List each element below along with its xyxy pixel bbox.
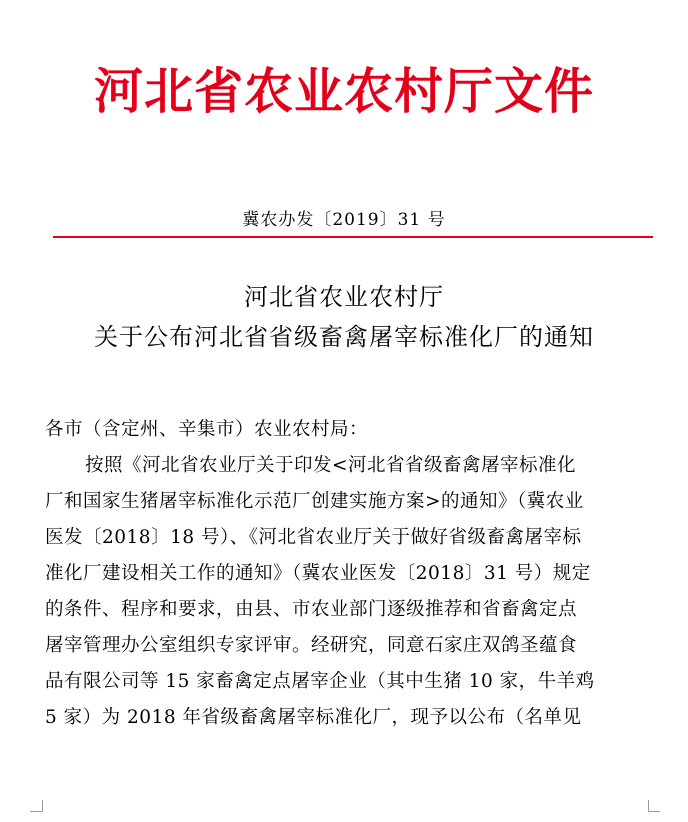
paragraph-line: 按照《河北省农业厅关于印发<河北省省级畜禽屠宰标准化 xyxy=(85,455,577,476)
notice-title-line-1: 河北省农业农村厅 xyxy=(244,283,444,311)
page-corner-mark-right-h xyxy=(648,811,660,812)
document-number: 冀农办发〔2019〕31 号 xyxy=(242,210,446,230)
paragraph-line: 医发〔2018〕18 号）、《河北省农业厅关于做好省级畜禽屠宰标 xyxy=(45,527,582,548)
paragraph-line: 5 家）为 2018 年省级畜禽屠宰标准化厂，现予以公布（名单见 xyxy=(45,707,582,728)
paragraph-line: 品有限公司等 15 家畜禽定点屠宰企业（其中生猪 10 家，牛羊鸡 xyxy=(45,671,595,692)
page-corner-mark-left-h xyxy=(30,811,42,812)
paragraph-line: 厂和国家生猪屠宰标准化示范厂创建实施方案>的通知》（冀农业 xyxy=(45,491,584,512)
salutation: 各市（含定州、辛集市）农业农村局： xyxy=(45,419,369,440)
red-divider-line xyxy=(53,236,653,238)
notice-title-line-2: 关于公布河北省省级畜禽屠宰标准化厂的通知 xyxy=(94,323,594,351)
paragraph-line: 准化厂建设相关工作的通知》（冀农业医发〔2018〕31 号）规定 xyxy=(45,563,591,584)
body-paragraph xyxy=(45,448,645,736)
document-header-title: 河北省农业农村厅文件 xyxy=(93,63,594,120)
paragraph-line: 屠宰管理办公室组织专家评审。经研究，同意石家庄双鸽圣蕴食 xyxy=(45,635,578,656)
paragraph-line: 的条件、程序和要求，由县、市农业部门逐级推荐和省畜禽定点 xyxy=(45,599,578,620)
